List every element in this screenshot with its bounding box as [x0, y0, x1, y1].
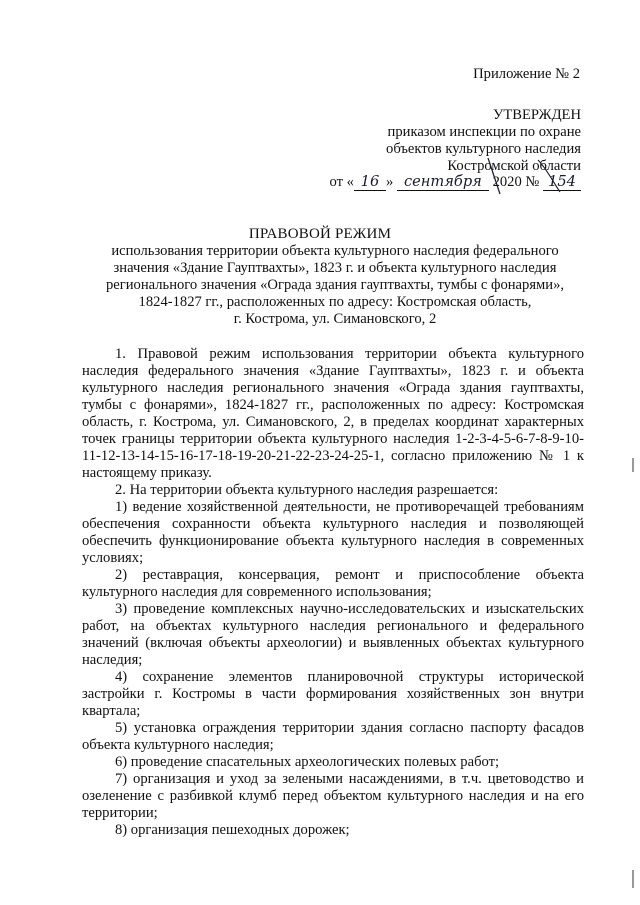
list-item-6: 6) проведение спасательных археологических полевых работ; [115, 754, 500, 770]
list-item-3: 3) проведение комплексных научно-исследовательских и изыскательских работ, на объектах культурного наследия регионального и федерального значений (включая объекты археологии) и выявленных объектах культурного наследия; [82, 601, 584, 668]
date-prefix: от « [329, 174, 354, 190]
document-body [82, 346, 584, 839]
list-item-1: 1) ведение хозяйственной деятельности, не противоречащей требованиям обеспечения сохранности объекта культурного наследия и позволяющей обеспечить функционирование объекта культурного наследия в современных условиях; [82, 499, 584, 566]
approved-heading: УТВЕРЖДЕН [493, 107, 581, 123]
approved-by-line-1: приказом инспекции по охране [387, 124, 581, 140]
date-day-handwritten: 16 [354, 173, 386, 191]
list-item-5: 5) установка ограждения территории здания согласно паспорту фасадов объекта культурного наследия; [82, 720, 584, 753]
paragraph-1: 1. Правовой режим использования территории объекта культурного наследия федерального значения «Здание Гауптвахты», 1823 г. и объекта культурного наследия регионального значения «Ограда здания гауптвахты, тумбы с фонарями», 1824-1827 гг., расположенных по адресу: Костромская область, г. Кострома, ул. Симановского, 2, в пределах координат характерных точек границы территории объекта культурного наследия 1-2-3-4-5-6-7-8-9-10-11-12-13-14-15-16-17-18-19-20-21-22-23-24-25-1, согласно приложению № 1 к настоящему приказу. [82, 346, 584, 481]
approved-by-line-2: объектов культурного наследия [386, 141, 581, 157]
list-item-4: 4) сохранение элементов планировочной структуры исторической застройки г. Костромы в части формирования хозяйственных зон внутри квартала; [82, 669, 584, 719]
list-item-7: 7) организация и уход за зелеными насаждениями, в т.ч. цветоводство и озеленение с разбивкой клумб перед объектом культурного наследия и на его территории; [82, 771, 584, 821]
scan-edge-mark-bottom [632, 870, 634, 888]
order-number-handwritten: 154 [543, 173, 581, 191]
document-subtitle: использования территории объекта культурного наследия федерального значения «Здание Гауптвахты», 1823 г. и объекта культурного наследия регионального значения «Ограда здания гауптвахты, тумбы с фонарями», 1824-1827 гг., расположенных по адресу: Костромская область, г. Кострома, ул. Симановского, 2 [105, 243, 565, 327]
paragraph-2: 2. На территории объекта культурного наследия разрешается: [115, 482, 499, 498]
appendix-label: Приложение № 2 [473, 66, 580, 82]
list-item-8: 8) организация пешеходных дорожек; [115, 822, 350, 838]
date-mid: » [385, 174, 394, 190]
scan-edge-mark [632, 458, 634, 472]
document-title: ПРАВОВОЙ РЕЖИМ [248, 226, 392, 242]
date-year: 2020 № [492, 174, 540, 190]
order-date-line [330, 173, 581, 191]
approved-by-line-3: Костромской области [447, 158, 581, 174]
list-item-2: 2) реставрация, консервация, ремонт и приспособление объекта культурного наследия для современного использования; [82, 567, 584, 600]
date-month-handwritten: сентября [397, 173, 489, 191]
